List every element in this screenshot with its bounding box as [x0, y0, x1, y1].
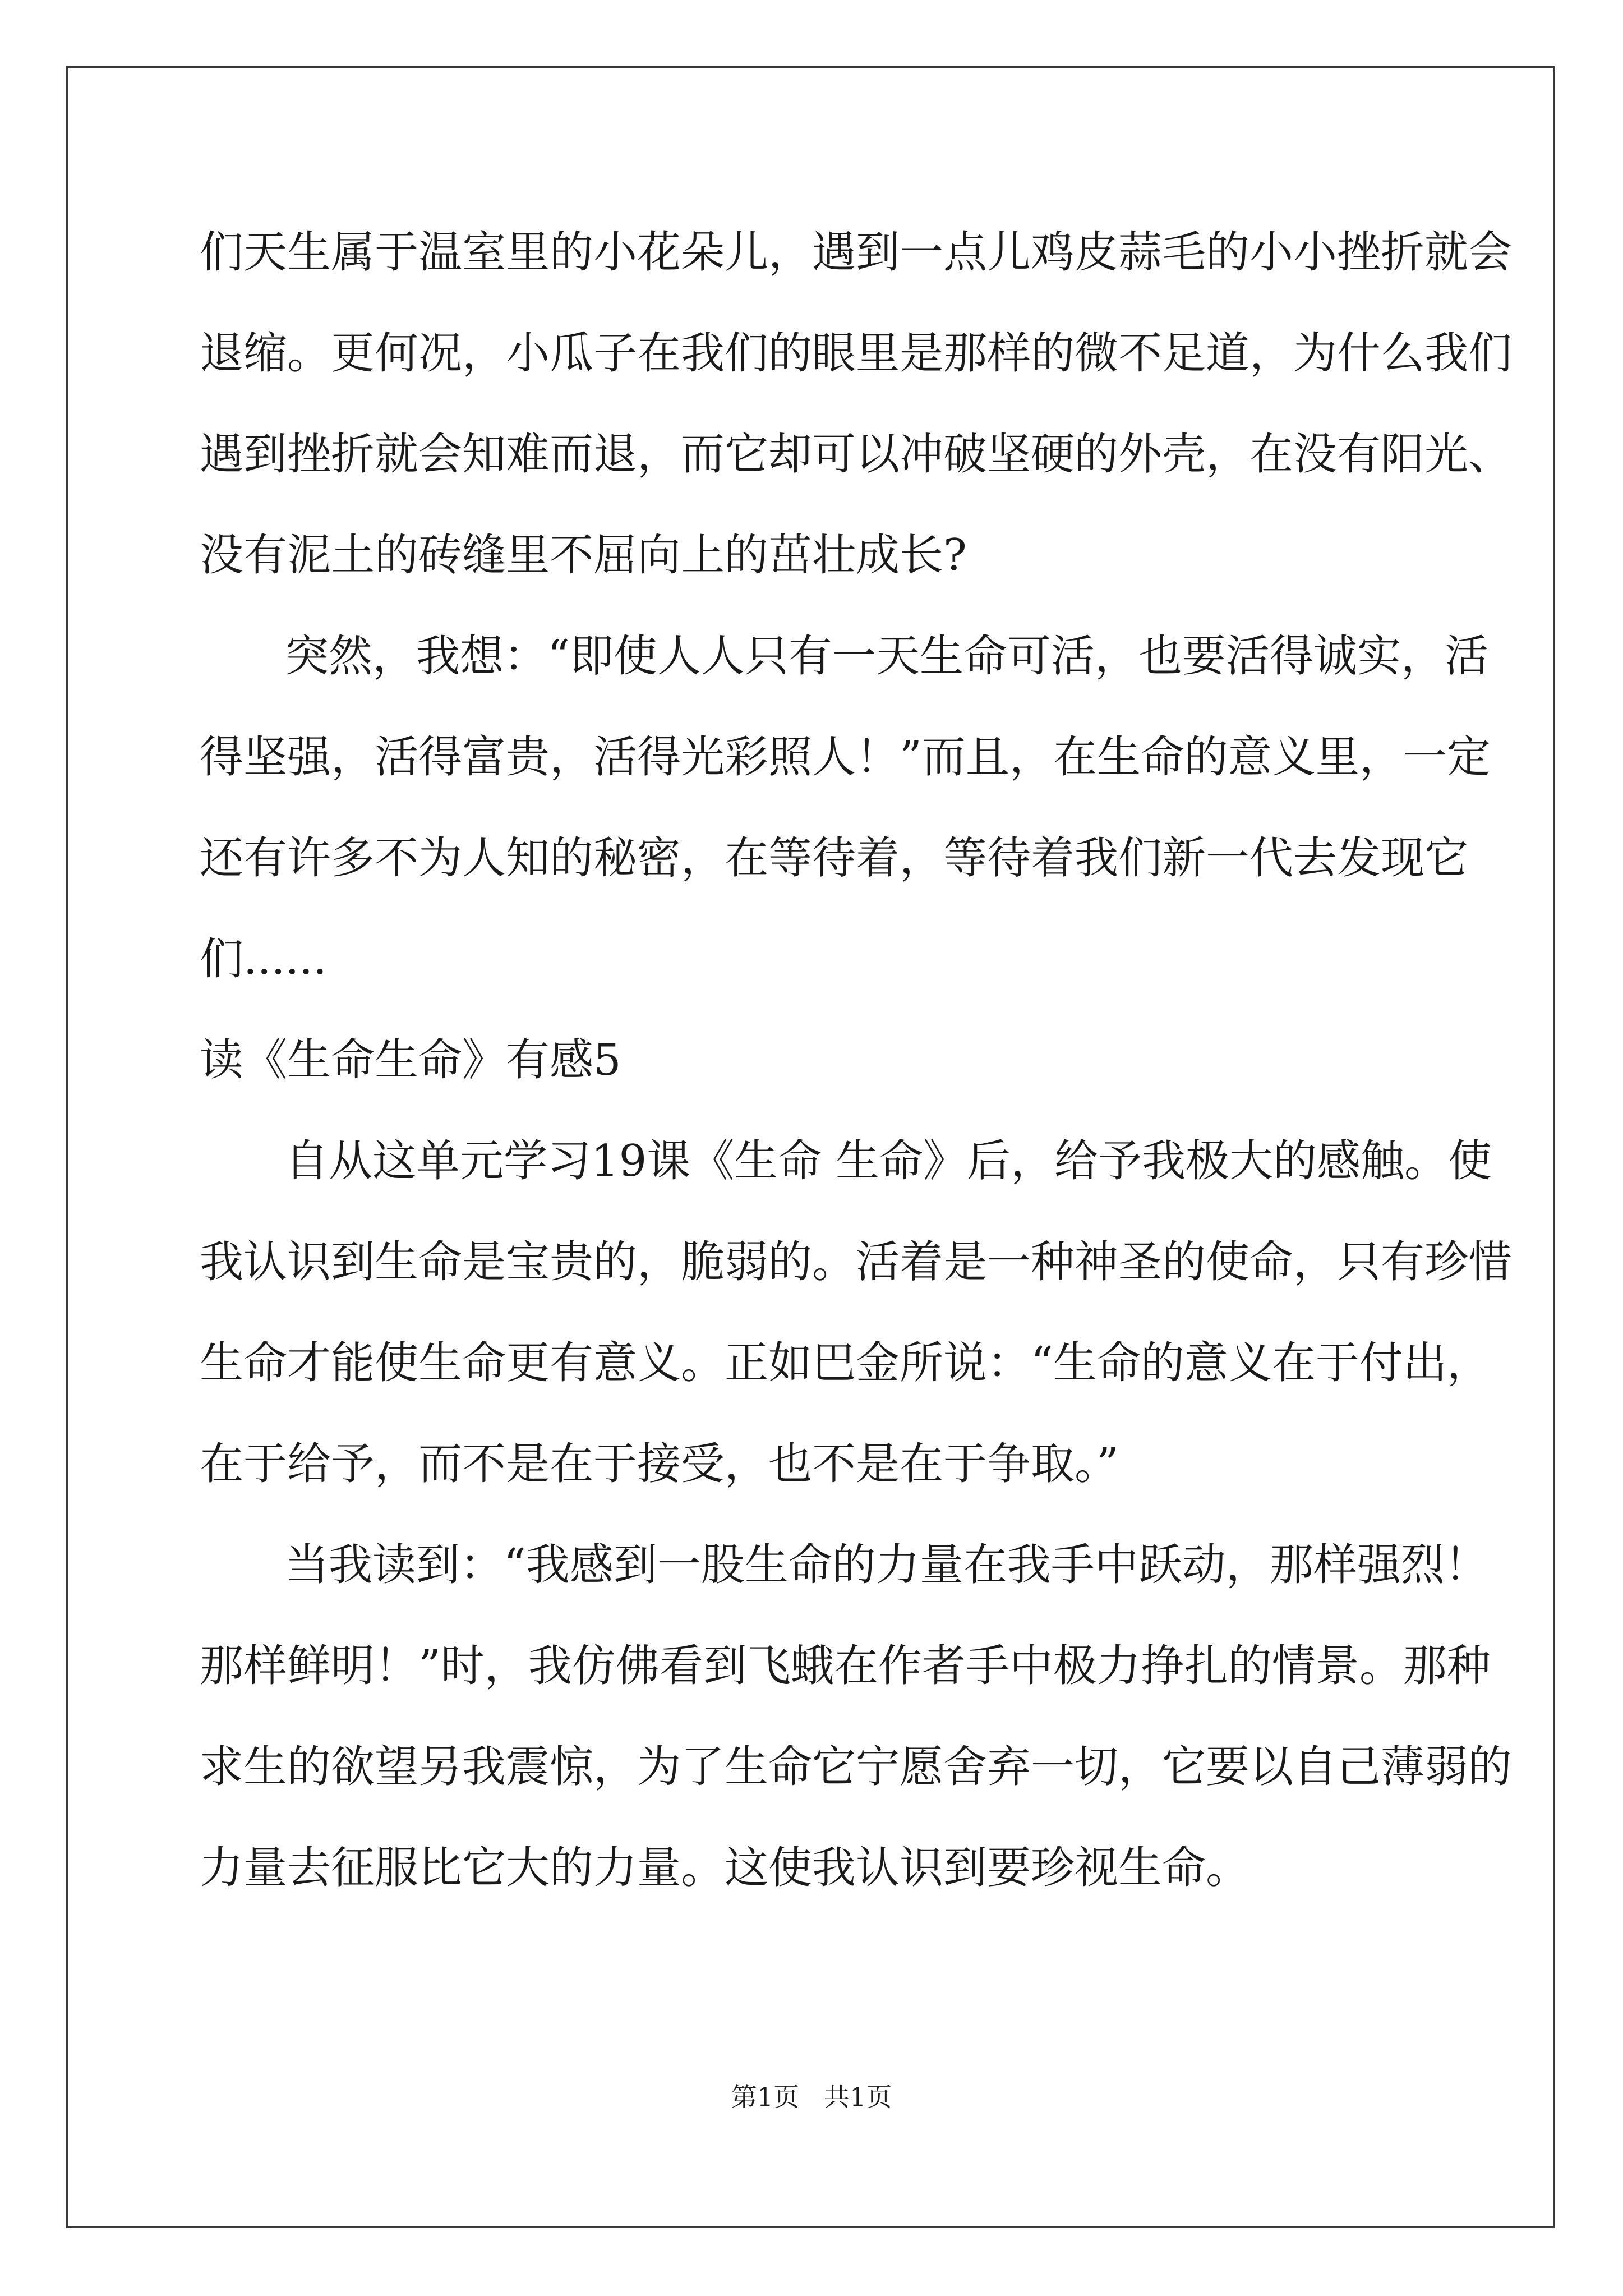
text-line-6: 得坚强，活得富贵，活得光彩照人！”而且，在生命的意义里，一定: [200, 732, 1491, 783]
text-line-14: 当我读到：“我感到一股生命的力量在我手中跃动，那样强烈！: [285, 1540, 1488, 1590]
text-line-8: 们......: [200, 934, 327, 984]
text-line-15: 那样鲜明！”时，我仿佛看到飞蛾在作者手中极力挣扎的情景。那种: [200, 1641, 1491, 1691]
text-line-16: 求生的欲望另我震惊，为了生命它宁愿舍弃一切，它要以自己薄弱的: [200, 1742, 1513, 1792]
text-line-17: 力量去征服比它大的力量。这使我认识到要珍视生命。: [200, 1843, 1250, 1893]
page-footer: [0, 2080, 1623, 2114]
text-line-1: 们天生属于温室里的小花朵儿，遇到一点儿鸡皮蒜毛的小小挫折就会: [200, 227, 1513, 278]
text-line-4: 没有泥土的砖缝里不屈向上的茁壮成长?: [200, 530, 967, 581]
text-line-2: 退缩。更何况，小瓜子在我们的眼里是那样的微不足道，为什么我们: [200, 328, 1513, 379]
text-line-13: 在于给予，而不是在于接受，也不是在于争取。”: [200, 1439, 1119, 1489]
text-line-10: 自从这单元学习19课《生命 生命》后，给予我极大的感触。使: [285, 1136, 1492, 1186]
document-body: [200, 202, 1513, 1918]
text-line-5: 突然，我想：“即使人人只有一天生命可活，也要活得诚实，活: [285, 631, 1488, 682]
section-heading: 读《生命生命》有感5: [200, 1035, 621, 1085]
text-line-3: 遇到挫折就会知难而退，而它却可以冲破坚硬的外壳，在没有阳光、: [200, 429, 1513, 480]
page-total: 共1页: [823, 2082, 892, 2112]
text-line-12: 生命才能使生命更有意义。正如巴金所说：“生命的意义在于付出，: [200, 1338, 1491, 1388]
text-line-11: 我认识到生命是宝贵的，脆弱的。活着是一种神圣的使命，只有珍惜: [200, 1237, 1513, 1287]
text-line-7: 还有许多不为人知的秘密，在等待着，等待着我们新一代去发现它: [200, 833, 1469, 884]
page-number: 第1页: [731, 2082, 800, 2112]
